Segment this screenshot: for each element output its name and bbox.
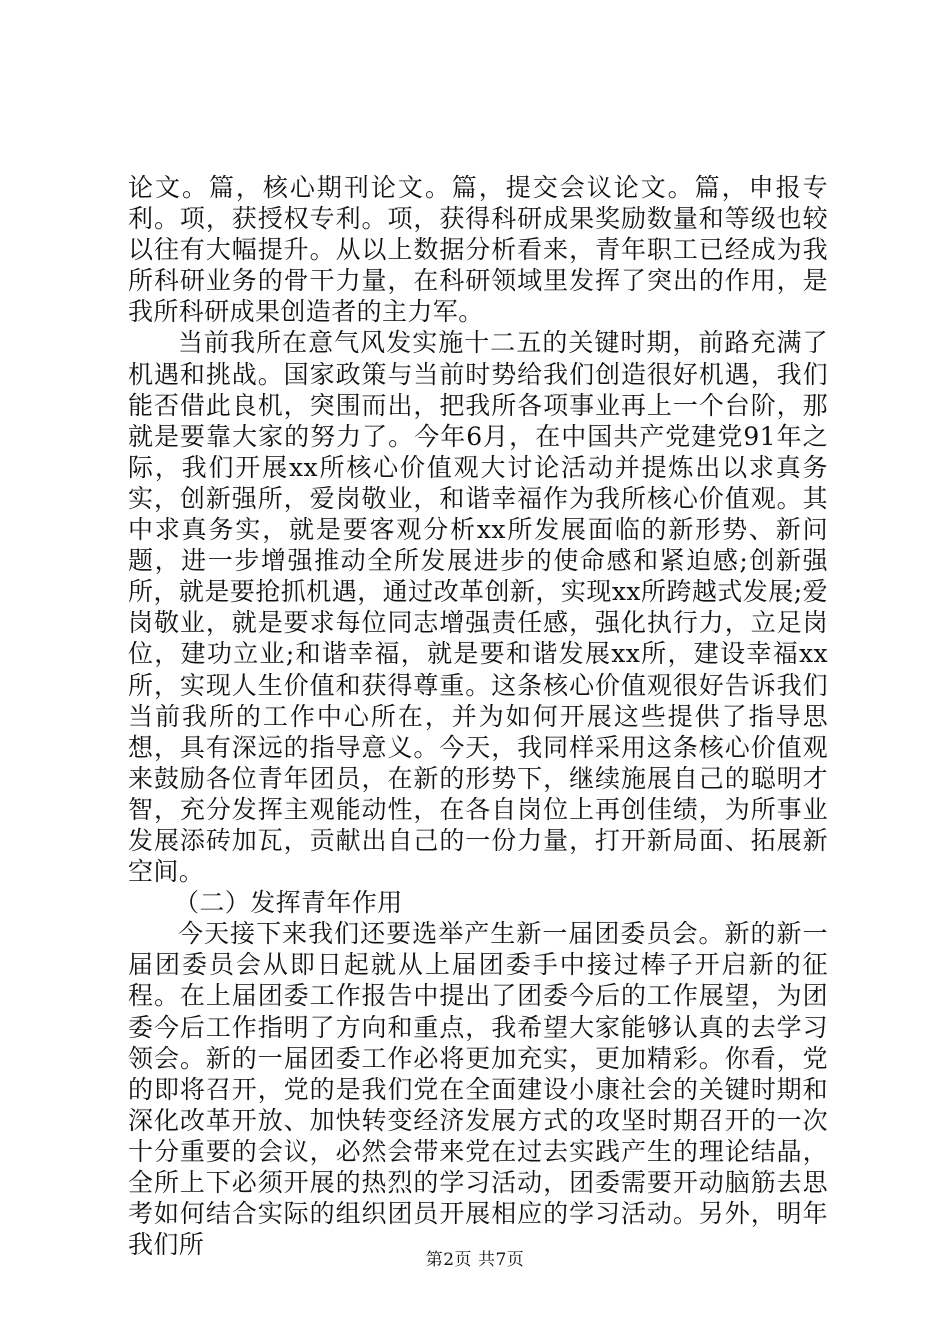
section-heading: （二）发挥青年作用: [174, 888, 403, 918]
page-number-footer: 第2页 共7页: [425, 1250, 525, 1270]
paragraph-youth-role: 今天接下来我们还要选举产生新一届团委员会。新的新一届团委员会从即日起就从上届团委手中接过棒子开启新的征程。在上届团委工作报告中提出了团委今后的工作展望，为团委今后工作指明了方向和重点，我希望大家能够认真的去学习领会。新的一届团委工作必将更加充实，更加精彩。你看，党的即将召开，党的是我们党在全面建设小康社会的关键时期和深化改革开放、加快转变经济发展方式的攻坚时期召开的一次十分重要的会议，必然会带来党在过去实践产生的理论结晶，全所上下必须开展的热烈的学习活动，团委需要开动脑筋去思考如何结合实际的组织团员开展相应的学习活动。另外，明年我们所: [128, 919, 828, 1260]
document-body: [128, 172, 828, 1260]
paragraph-continuation: 论文。篇，核心期刊论文。篇，提交会议论文。篇，申报专利。项，获授权专利。项，获得科研成果奖励数量和等级也较以往有大幅提升。从以上数据分析看来，青年职工已经成为我所科研业务的骨干力量，在科研领域里发挥了突出的作用，是我所科研成果创造者的主力军。: [128, 173, 828, 327]
paragraph-core-values: 当前我所在意气风发实施十二五的关键时期，前路充满了机遇和挑战。国家政策与当前时势给我们创造很好机遇，我们能否借此良机，突围而出，把我所各项事业再上一个台阶，那就是要靠大家的努力了。今年6月，在中国共产党建党91年之际，我们开展xx所核心价值观大讨论活动并提炼出以求真务实，创新强所，爱岗敬业，和谐幸福作为我所核心价值观。其中求真务实，就是要客观分析xx所发展面临的新形势、新问题，进一步增强推动全所发展进步的使命感和紧迫感;创新强所，就是要抢抓机遇，通过改革创新，实现xx所跨越式发展;爱岗敬业，就是要求每位同志增强责任感，强化执行力，立足岗位，建功立业;和谐幸福，就是要和谐发展xx所，建设幸福xx所，实现人生价值和获得尊重。这条核心价值观很好告诉我们当前我所的工作中心所在，并为如何开展这些提供了指导思想，具有深远的指导意义。今天，我同样采用这条核心价值观来鼓励各位青年团员，在新的形势下，继续施展自己的聪明才智，充分发挥主观能动性，在各自岗位上再创佳绩，为所事业发展添砖加瓦，贡献出自己的一份力量，打开新局面、拓展新空间。: [128, 328, 828, 887]
